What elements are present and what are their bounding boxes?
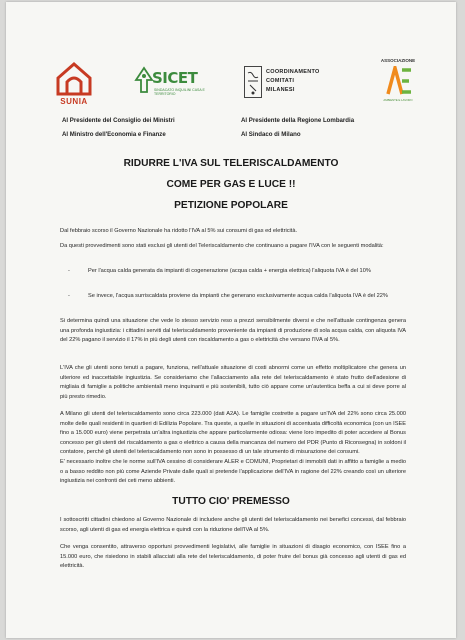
- ccm-line-3: MILANESI: [266, 87, 295, 93]
- paragraph-6: E' necessario inoltre che le norme sull'IVA cessino di considerare ALER e COMUNI, Proprietari di immobili dati in affitto a famiglie a medio o a basso reddito non più come Aziende Private dalle quali si pretende l'applicazione dell'IVA in ragione del 22% creando così un ulteriore ingiustizia nei confronti dei ceti meno abbienti.: [60, 459, 406, 485]
- ccm-line-1: COORDINAMENTO: [266, 69, 320, 75]
- title-line-2: COME PER GAS E LUCE !!: [166, 179, 296, 190]
- recipient-prime-minister: Al Presidente del Consiglio dei Ministri: [62, 117, 175, 124]
- bullet-text-1: Per l'acqua calda generata da impianti di cogenerazione (acqua calda + energia elettrica) l'aliquota IVA è del 10%: [88, 268, 371, 274]
- sicet-logo-text: SICET: [152, 69, 198, 87]
- ccm-logo: [244, 66, 344, 104]
- paragraph-3: Si determina quindi una situazione che vede lo stesso servizio reso a prezzi sensibilmente diversi e che nell'attuale contingenza genera una profonda ingiustizia: i cittadini serviti dal teleriscaldamento proveniente da impianti di produzione di sola acqua calda, con aliquota IVA del 22% pagano il servizio il 17% in più degli utenti con riscaldamento a gas o elettricità che versano l'IVA al 5%.: [60, 318, 406, 344]
- sunia-house-icon: [56, 62, 92, 96]
- sunia-logo-text: SUNIA: [60, 97, 88, 106]
- ae-mark-icon: [386, 66, 412, 96]
- ae-logo-assoc: ASSOCIAZIONE: [380, 58, 416, 63]
- section-heading-premesso: TUTTO CIO' PREMESSO: [172, 496, 290, 507]
- recipient-region-president: Al Presidente della Regione Lombardia: [241, 117, 355, 124]
- sicet-logo: [134, 66, 220, 106]
- ae-logo: [378, 58, 418, 108]
- paragraph-2: Da questi provvedimenti sono stati esclusi gli utenti del Teleriscaldamento che continuano a pagare l'IVA con le seguenti modalità:: [60, 243, 384, 249]
- sicet-tree-icon: [134, 66, 154, 94]
- paragraph-1: Dal febbraio scorso il Governo Nazionale ha ridotto l'IVA al 5% sui consumi di gas ed elettricità.: [60, 228, 298, 234]
- sicet-logo-subtitle: SINDACATO INQUILINI CASA E TERRITORIO: [154, 88, 205, 96]
- ccm-line-2: COMITATI: [266, 78, 295, 84]
- logo-bar: [6, 60, 456, 110]
- paragraph-8: Che venga consentito, attraverso opportuni provvedimenti legislativi, alle famiglie in situazioni di disagio economico, con ISEE fino a 15.000 euro, che risiedono in stabili allacciati alla rete del teleriscaldamento, di poter fruire del bonus già concesso agli utenti di gas ed elettricità.: [60, 544, 406, 570]
- paragraph-7: I sottoscritti cittadini chiedono al Governo Nazionale di includere anche gli utenti del teleriscaldamento nei benefici concessi, dal febbraio scorso, agli utenti di gas ed energia elettrica e quindi con la riduzione dell'IVA al 5%.: [60, 517, 406, 533]
- title-line-1: RIDURRE L'IVA SUL TELERISCALDAMENTO: [123, 158, 339, 169]
- recipient-economy-minister: Al Ministro dell'Economia e Finanze: [62, 131, 166, 138]
- paragraph-5: A Milano gli utenti del teleriscaldamento sono circa 223.000 (dati A2A). Le famiglie costrette a pagare un'IVA del 22% sono circa 25.000 molte delle quali residenti in quartieri di Edilizia Popolare. Tra queste, a quelle in situazioni di accentuata difficoltà economica (con un ISEE fino a 15.000 euro) viene perpetrata un'altra ingiustizia che appare particolarmente odiosa: viene loro impedito di poter accedere al Bonus concesso per gli utenti del riscaldamento a gas o elettrico a causa della mancanza del numero del PDR (Punto di Riconsegna) in soldoni il contatore, perché gli utenti del teleriscaldamento non sono in possesso di un tale strumento di misurazione dei consumi.: [60, 411, 406, 456]
- ccm-emblem-icon: [244, 66, 262, 98]
- sunia-logo: [56, 62, 92, 106]
- document-page: SUNIA SICET SINDACATO INQUILINI CASA E TERRITORIO COORDINAMENTO COMITATI MILANESI ASSOCIAZIONE AMBIENTE E LAVORO Al Presidente del Consiglio dei Ministri Al Ministro dell'Economia e Finanze Al Presidente della Regione Lombardia Al Sindaco di Milano RIDURRE L'IVA SUL TELERISCALDAMENTO COME PER GAS E LUCE !! PETIZIONE POPOLARE Dal febbraio scorso il Governo Nazionale ha ridotto l'IVA al 5% sui consumi di gas ed elettricità. Da questi provvedimenti sono stati esclusi gli utenti del Teleriscaldamento che continuano a pagare l'IVA con le seguenti modalità: - Per l'acqua calda generata da impianti di cogenerazione (acqua calda + energia elettrica) l'aliquota IVA è del 10% - Se invece, l'acqua surriscaldata proviene da impianti che generano esclusivamente acqua calda l'aliquota IVA è del 22% Si determina quindi una situazione che vede lo stesso servizio reso a prezzi sensibilmente diversi e che nell'attuale contingenza genera una profonda ingiustizia: i cittadini serviti dal teleriscaldamento proveniente da impianti di produzione di sola acqua calda, con aliquota IVA del 22% pagano il servizio il 17% in più degli utenti con riscaldamento a gas o elettricità che versano l'IVA al 5%. L'IVA che gli utenti sono tenuti a pagare, funziona, nell'attuale situazione di costi abnormi come un effetto moltiplicatore che genera un ulteriore ed inaccettabile ingiustizia. Se consideriamo che l'allacciamento alla rete del teleriscaldamento è stato frutto dell'adesione di migliaia di famiglie a politiche ambientali meno inquinanti e più sostenibili, tutto ciò appare come un'autentica beffa a cui si deve porre al più presto rimedio. A Milano gli utenti del teleriscaldamento sono circa 223.000 (dati A2A). Le famiglie costrette a pagare un'IVA del 22% sono circa 25.000 molte delle quali residenti in quartieri di Edilizia Popolare. Tra queste, a quelle in situazioni di accentuata difficoltà economica (con un ISEE fino a 15.000 euro) viene perpetrata un'altra ingiustizia che appare particolarmente odiosa: viene loro impedito di poter accedere al Bonus concesso per gli utenti del riscaldamento a gas o elettrico a causa della mancanza del numero del PDR (Punto di Riconsegna) in soldoni il contatore, perché gli utenti del teleriscaldamento non sono in possesso di un tale strumento di misurazione dei consumi. E' necessario inoltre che le norme sull'IVA cessino di considerare ALER e COMUNI, Proprietari di immobili dati in affitto a famiglie a medio o a basso reddito non più come Aziende Private dalle quali si pretende l'applicazione dell'IVA in ragione del 22% creando così un ulteriore ingiustizia nei confronti dei ceti meno abbienti. TUTTO CIO' PREMESSO I sottoscritti cittadini chiedono al Governo Nazionale di includere anche gli utenti del teleriscaldamento nei benefici concessi, dal febbraio scorso, agli utenti di gas ed energia elettrica e quindi con la riduzione dell'IVA al 5%. Che venga consentito, attraverso opportuni provvedimenti legislativi, alle famiglie in situazioni di disagio economico, con ISEE fino a 15.000 euro, che risiedono in stabili allacciati alla rete del teleriscaldamento, di poter fruire del bonus già concesso agli utenti di gas ed elettricità.: [6, 2, 456, 638]
- title-line-3: PETIZIONE POPOLARE: [174, 200, 288, 211]
- recipient-mayor: Al Sindaco di Milano: [241, 131, 301, 138]
- ae-logo-subtitle: AMBIENTE E LAVORO: [383, 98, 413, 102]
- bullet-text-2: Se invece, l'acqua surriscaldata proviene da impianti che generano esclusivamente acqua calda l'aliquota IVA è del 22%: [88, 293, 388, 299]
- paragraph-4: L'IVA che gli utenti sono tenuti a pagare, funziona, nell'attuale situazione di costi abnormi come un effetto moltiplicatore che genera un ulteriore ed inaccettabile ingiustizia. Se consideriamo che l'allacciamento alla rete del teleriscaldamento è stato frutto dell'adesione di migliaia di famiglie a politiche ambientali meno inquinanti e più sostenibili, tutto ciò appare come un'autentica beffa a cui si deve porre al più presto rimedio.: [60, 365, 406, 400]
